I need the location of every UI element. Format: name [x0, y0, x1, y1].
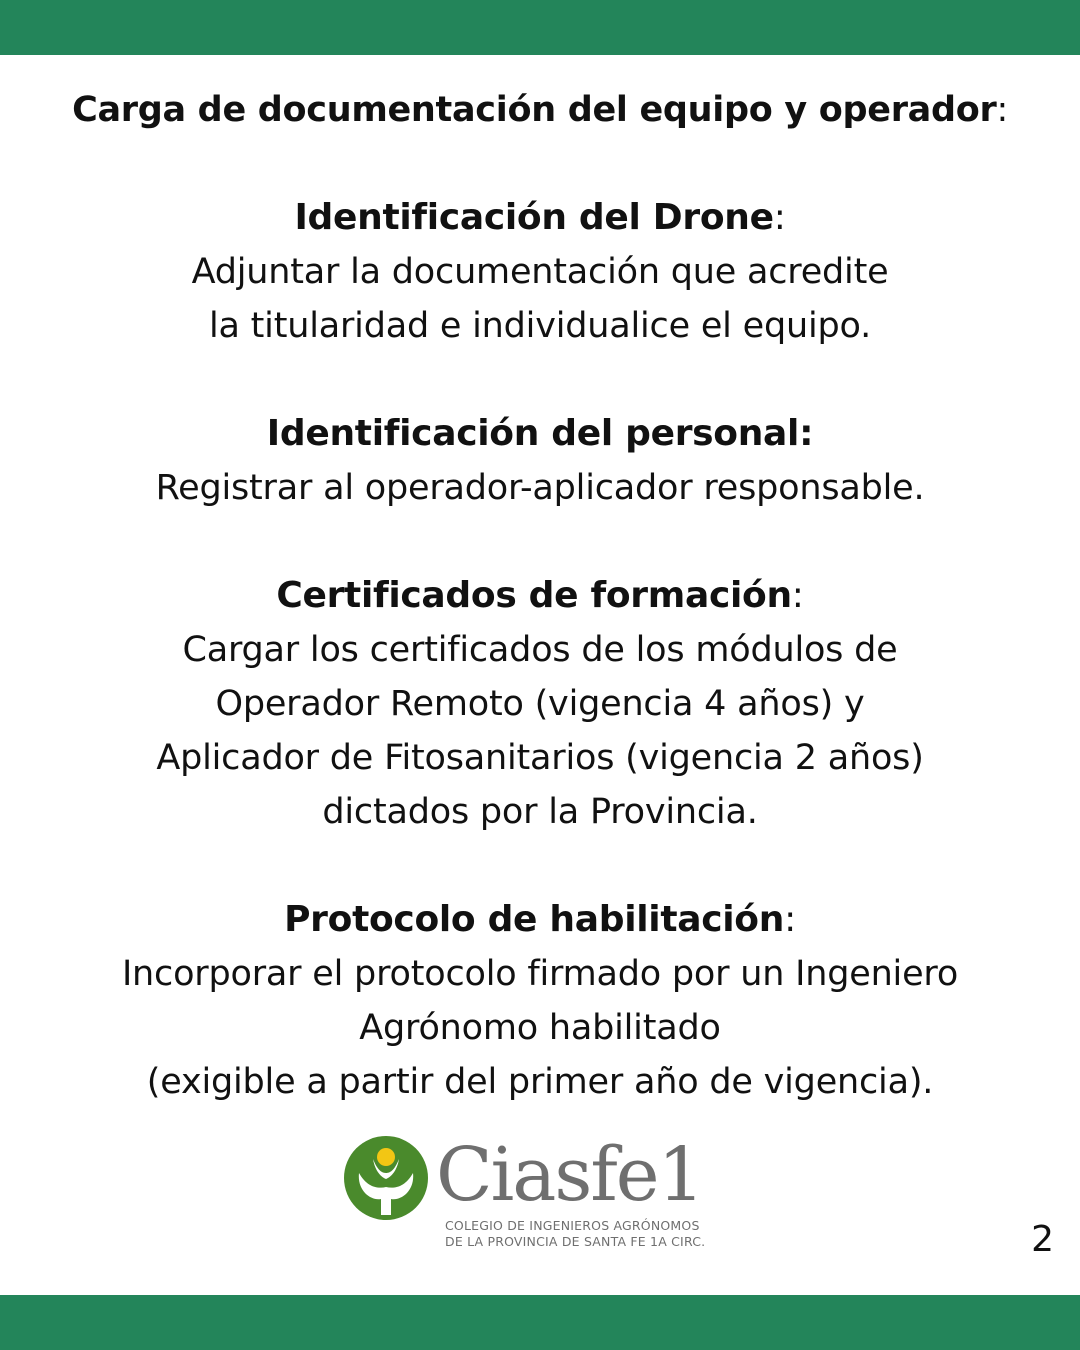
section-enablement-protocol: [0, 893, 1080, 1109]
section-body-line: la titularidad e individualice el equipo.: [208, 306, 872, 346]
section-heading: Identificación del personal:: [266, 413, 814, 454]
section-body-line: Registrar al operador-aplicador responsable.: [155, 468, 925, 508]
section-body-line: Incorporar el protocolo firmado por un Ingeniero: [121, 954, 959, 994]
section-body-line: (exigible a partir del primer año de vigencia).: [146, 1062, 934, 1102]
top-green-bar: [0, 0, 1080, 55]
section-body-line: Agrónomo habilitado: [359, 1008, 721, 1048]
section-training-certificates: [0, 569, 1080, 839]
section-body-line: Cargar los certificados de los módulos de: [182, 630, 898, 670]
section-heading: Protocolo de habilitación:: [284, 899, 796, 940]
section-personnel-identification: [0, 407, 1080, 515]
logo-subtitle: [445, 1218, 705, 1250]
logo-subtitle-line: COLEGIO DE INGENIEROS AGRÓNOMOS: [445, 1218, 700, 1233]
section-body-line: Operador Remoto (vigencia 4 años) y: [215, 684, 865, 724]
section-heading: Certificados de formación:: [276, 575, 804, 616]
logo-subtitle-line: DE LA PROVINCIA DE SANTA FE 1A CIRC.: [445, 1234, 706, 1249]
section-heading: Identificación del Drone:: [294, 197, 786, 238]
section-body-line: Adjuntar la documentación que acredite: [191, 252, 889, 292]
section-body-line: dictados por la Provincia.: [322, 792, 758, 832]
section-body-line: Aplicador de Fitosanitarios (vigencia 2 años): [156, 738, 924, 778]
page-number: 2: [1031, 1219, 1054, 1260]
page-title: Carga de documentación del equipo y operador:: [72, 90, 1008, 130]
section-drone-identification: [0, 191, 1080, 353]
logo-wordmark: Ciasfe1: [436, 1132, 703, 1218]
ciasfe-logo: [340, 1132, 750, 1256]
ciasfe-emblem-icon: [343, 1135, 429, 1221]
bottom-green-bar: [0, 1295, 1080, 1350]
